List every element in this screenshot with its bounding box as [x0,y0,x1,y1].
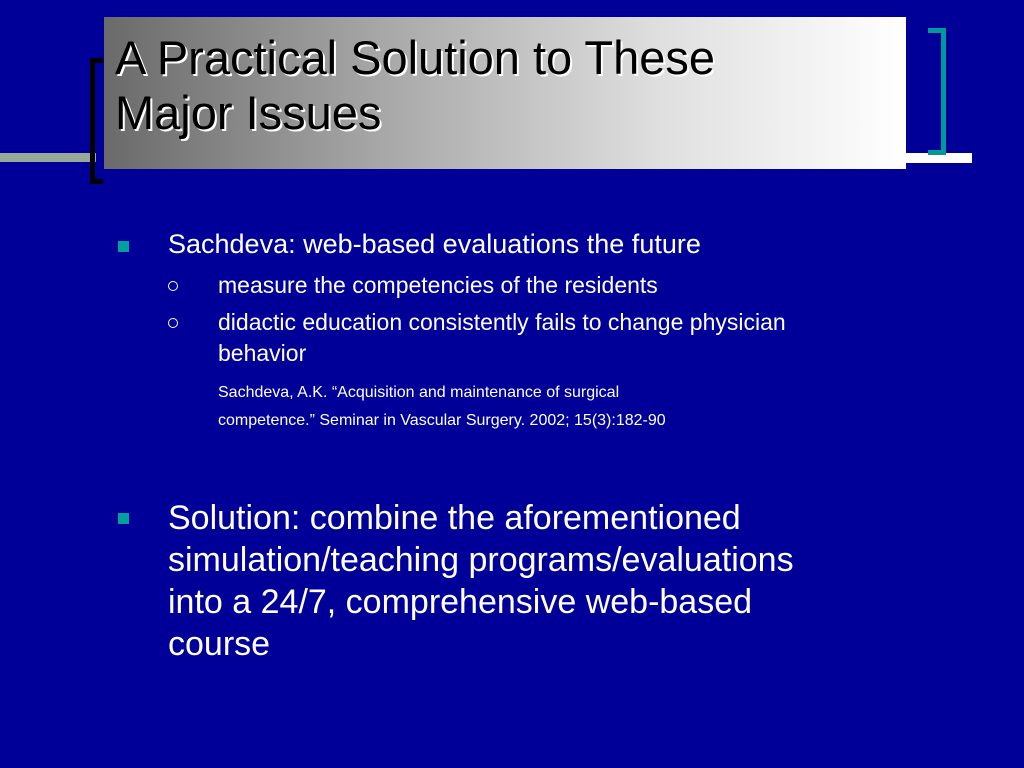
bullet-solution-line-2: simulation/teaching programs/evaluations [168,541,794,579]
square-bullet-icon [118,241,129,252]
bullet-solution-line-4: course [168,625,271,663]
citation-line-2: competence.” Seminar in Vascular Surgery. 2002; 15(3):182-90 [218,412,666,429]
citation-line-1: Sachdeva, A.K. “Acquisition and maintenance of surgical [218,384,620,401]
circle-bullet-icon [168,281,178,291]
title-line-2: Major Issues [115,86,382,139]
sub-bullet-didactic-line-2: behavior [218,340,307,366]
bullet-solution-line-3: into a 24/7, comprehensive web-based [168,583,753,621]
bullet-solution-line-1: Solution: combine the aforementioned [168,499,741,537]
circle-bullet-icon [168,318,178,328]
title-line-1: A Practical Solution to These [115,31,716,84]
bullet-sachdeva: Sachdeva: web-based evaluations the future [168,229,701,259]
sub-bullet-didactic-line-1: didactic education consistently fails to change physician [218,309,786,335]
square-bullet-icon [118,513,129,524]
sub-bullet-competencies: measure the competencies of the residents [218,272,658,298]
